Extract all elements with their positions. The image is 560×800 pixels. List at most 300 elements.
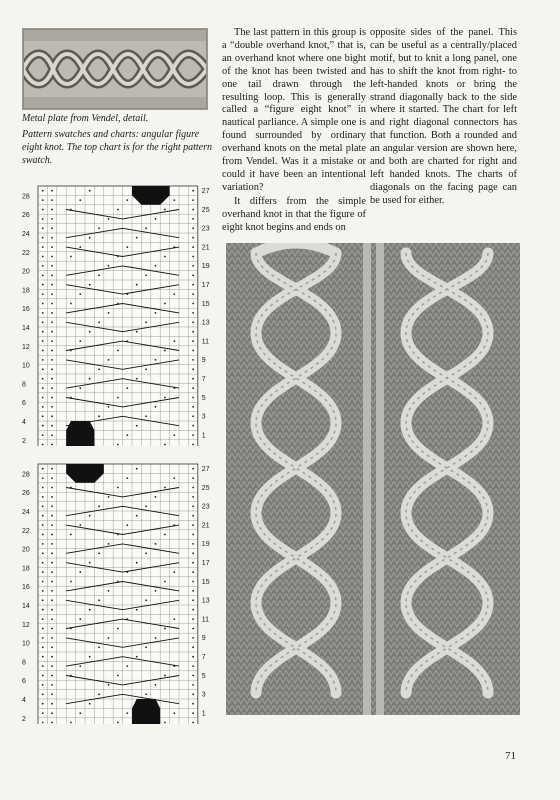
row-number-right: 19 (201, 541, 210, 549)
purl-dot (42, 321, 44, 323)
purl-dot (192, 543, 194, 545)
row-number-right: 25 (201, 206, 210, 214)
purl-dot (42, 628, 44, 630)
purl-dot (192, 209, 194, 211)
purl-dot (145, 227, 147, 229)
page-number: 71 (505, 750, 516, 762)
purl-dot (192, 571, 194, 573)
purl-dot (173, 340, 175, 342)
purl-dot (42, 505, 44, 507)
purl-dot (89, 331, 91, 333)
paragraph: It differs from the simple overhand knot in that the figure of eight knot begins and ends on (222, 195, 366, 233)
text-column-right (370, 27, 517, 208)
row-number-right: 11 (201, 616, 210, 624)
row-number-right: 19 (201, 263, 210, 271)
purl-dot (192, 712, 194, 714)
purl-dot (51, 397, 53, 399)
row-number-left: 4 (22, 419, 26, 426)
purl-dot (108, 543, 110, 545)
purl-dot (192, 693, 194, 695)
purl-dot (192, 397, 194, 399)
purl-dot (42, 227, 44, 229)
purl-dot (98, 646, 100, 648)
purl-dot (192, 581, 194, 583)
purl-dot (192, 515, 194, 517)
purl-dot (192, 665, 194, 667)
purl-dot (155, 406, 157, 408)
purl-dot (51, 665, 53, 667)
purl-dot (51, 190, 53, 192)
row-number-right: 17 (201, 560, 210, 567)
purl-dot (192, 637, 194, 639)
purl-dot (42, 599, 44, 601)
purl-dot (42, 665, 44, 667)
plate-caption: Metal plate from Vendel, detail. (22, 113, 149, 124)
purl-dot (164, 581, 166, 583)
row-number-left: 20 (22, 546, 30, 554)
purl-dot (192, 434, 194, 436)
purl-dot (42, 684, 44, 686)
purl-dot (42, 693, 44, 695)
purl-dot (51, 209, 53, 211)
purl-dot (192, 618, 194, 620)
purl-dot (89, 562, 91, 564)
row-number-left: 2 (22, 715, 26, 723)
purl-dot (155, 496, 157, 498)
purl-dot (145, 274, 147, 276)
purl-dot (79, 293, 81, 295)
purl-dot (117, 487, 119, 489)
purl-dot (136, 609, 138, 611)
purl-dot (192, 590, 194, 592)
purl-dot (51, 444, 53, 446)
purl-dot (117, 444, 119, 446)
purl-dot (89, 284, 91, 286)
purl-dot (117, 722, 119, 724)
paragraph: The last pattern in this group is a “double overhand knot,” that is, an overhand knot where one bight of the knot has been twisted and one tail drawn through the resulting loop. This is generally called a “figure eight knot” in nautical parliance. A simple one is found surrounded by ordinary overhand knots on the metal plate from Vendel. Was it a mistake or could it have been an intentional variation? (222, 27, 366, 193)
purl-dot (42, 618, 44, 620)
paragraph: opposite sides of the panel. This can be useful as a centrally/placed motif, but to knit a long panel, one has to shift the knot from right- to left-handed knots or bring the strand diagonally back to the side where it started. The chart for left and right diagonal connectors has that function. Both a rounded and an angular version are shown here, and both are charted for right and left handed knots. The charts of diagonals on the facing page can be used for either. (370, 27, 517, 206)
row-number-right: 23 (201, 503, 210, 511)
purl-dot (42, 274, 44, 276)
purl-dot (108, 637, 110, 639)
purl-dot (42, 543, 44, 545)
purl-dot (164, 350, 166, 352)
purl-dot (51, 350, 53, 352)
purl-dot (42, 340, 44, 342)
purl-dot (155, 543, 157, 545)
purl-dot (79, 524, 81, 526)
purl-dot (79, 665, 81, 667)
purl-dot (145, 693, 147, 695)
purl-dot (192, 599, 194, 601)
purl-dot (126, 524, 128, 526)
purl-dot (79, 618, 81, 620)
row-number-right: 3 (201, 691, 206, 699)
purl-dot (192, 284, 194, 286)
purl-dot (126, 434, 128, 436)
purl-dot (51, 505, 53, 507)
purl-dot (192, 675, 194, 677)
purl-dot (42, 237, 44, 239)
row-number-right: 11 (201, 338, 210, 346)
row-number-right: 13 (201, 319, 210, 327)
purl-dot (51, 646, 53, 648)
purl-dot (42, 712, 44, 714)
purl-dot (145, 415, 147, 417)
purl-dot (51, 312, 53, 314)
purl-dot (42, 293, 44, 295)
purl-dot (173, 477, 175, 479)
purl-dot (42, 190, 44, 192)
purl-dot (42, 722, 44, 724)
purl-dot (51, 656, 53, 658)
purl-dot (192, 646, 194, 648)
purl-dot (70, 534, 72, 536)
purl-dot (136, 656, 138, 658)
purl-dot (51, 534, 53, 536)
purl-dot (42, 265, 44, 267)
purl-dot (164, 722, 166, 724)
purl-dot (51, 468, 53, 470)
purl-dot (108, 218, 110, 220)
purl-dot (42, 646, 44, 648)
purl-dot (51, 227, 53, 229)
purl-dot (192, 378, 194, 380)
purl-dot (136, 284, 138, 286)
purl-dot (42, 534, 44, 536)
purl-dot (51, 609, 53, 611)
purl-dot (164, 209, 166, 211)
purl-dot (98, 321, 100, 323)
purl-dot (192, 628, 194, 630)
purl-dot (51, 425, 53, 427)
chart-caption: Pattern swatches and charts: angular figure eight knot. The top chart is for the right pattern swatch. (22, 129, 212, 166)
row-number-left: 12 (22, 621, 30, 629)
row-number-left: 16 (22, 306, 30, 314)
purl-dot (98, 505, 100, 507)
knitting-chart-bottom (20, 460, 220, 724)
purl-dot (117, 628, 119, 630)
purl-dot (192, 656, 194, 658)
purl-dot (173, 199, 175, 201)
purl-dot (192, 199, 194, 201)
row-number-left: 26 (22, 212, 30, 220)
purl-dot (192, 444, 194, 446)
purl-dot (89, 703, 91, 705)
purl-dot (192, 237, 194, 239)
purl-dot (145, 368, 147, 370)
purl-dot (51, 340, 53, 342)
row-number-left: 28 (22, 193, 30, 201)
purl-dot (155, 359, 157, 361)
purl-dot (42, 312, 44, 314)
row-number-left: 20 (22, 268, 30, 276)
purl-dot (108, 590, 110, 592)
row-number-right: 9 (201, 357, 206, 365)
purl-dot (51, 628, 53, 630)
purl-dot (164, 444, 166, 446)
purl-dot (51, 246, 53, 248)
purl-dot (108, 406, 110, 408)
purl-dot (164, 256, 166, 258)
purl-dot (192, 562, 194, 564)
purl-dot (192, 425, 194, 427)
purl-dot (42, 571, 44, 573)
row-number-left: 22 (22, 527, 30, 535)
row-number-right: 9 (201, 635, 206, 643)
row-number-right: 17 (201, 282, 210, 289)
purl-dot (98, 599, 100, 601)
purl-dot (164, 534, 166, 536)
purl-dot (136, 562, 138, 564)
purl-dot (51, 693, 53, 695)
purl-dot (79, 571, 81, 573)
purl-dot (164, 397, 166, 399)
row-number-right: 3 (201, 413, 206, 421)
purl-dot (51, 368, 53, 370)
purl-dot (126, 246, 128, 248)
purl-dot (126, 199, 128, 201)
purl-dot (42, 675, 44, 677)
row-number-left: 14 (22, 325, 30, 332)
purl-dot (42, 425, 44, 427)
row-number-left: 28 (22, 471, 30, 479)
purl-dot (51, 406, 53, 408)
purl-dot (51, 684, 53, 686)
purl-dot (155, 590, 157, 592)
purl-dot (51, 387, 53, 389)
purl-dot (51, 284, 53, 286)
purl-dot (51, 712, 53, 714)
purl-dot (145, 552, 147, 554)
purl-dot (70, 722, 72, 724)
purl-dot (89, 609, 91, 611)
row-number-right: 7 (201, 376, 206, 383)
purl-dot (164, 675, 166, 677)
purl-dot (98, 227, 100, 229)
purl-dot (89, 656, 91, 658)
purl-dot (155, 218, 157, 220)
purl-dot (42, 496, 44, 498)
purl-dot (192, 350, 194, 352)
purl-dot (42, 415, 44, 417)
purl-dot (51, 199, 53, 201)
purl-dot (192, 190, 194, 192)
purl-dot (108, 496, 110, 498)
purl-dot (51, 303, 53, 305)
purl-dot (42, 199, 44, 201)
purl-dot (145, 505, 147, 507)
purl-dot (192, 321, 194, 323)
cast-on-block (132, 699, 160, 724)
purl-dot (173, 571, 175, 573)
purl-dot (164, 628, 166, 630)
purl-dot (70, 581, 72, 583)
row-number-right: 5 (201, 394, 206, 402)
purl-dot (108, 359, 110, 361)
purl-dot (42, 703, 44, 705)
row-number-left: 10 (22, 640, 30, 648)
purl-dot (51, 590, 53, 592)
purl-dot (192, 359, 194, 361)
purl-dot (192, 406, 194, 408)
purl-dot (89, 515, 91, 517)
row-number-right: 7 (201, 654, 206, 661)
row-number-right: 1 (201, 710, 206, 718)
knitting-chart-top (20, 182, 220, 446)
text-column-left (222, 27, 366, 235)
purl-dot (42, 331, 44, 333)
purl-dot (192, 218, 194, 220)
purl-dot (89, 378, 91, 380)
purl-dot (42, 406, 44, 408)
purl-dot (51, 218, 53, 220)
row-number-left: 6 (22, 678, 26, 686)
purl-dot (42, 581, 44, 583)
purl-dot (192, 496, 194, 498)
purl-dot (51, 703, 53, 705)
purl-dot (126, 387, 128, 389)
row-number-left: 10 (22, 362, 30, 370)
purl-dot (192, 505, 194, 507)
row-number-right: 21 (201, 244, 210, 252)
purl-dot (42, 434, 44, 436)
purl-dot (136, 515, 138, 517)
row-number-left: 18 (22, 565, 30, 573)
purl-dot (173, 618, 175, 620)
purl-dot (98, 415, 100, 417)
purl-dot (164, 487, 166, 489)
purl-dot (51, 571, 53, 573)
purl-dot (136, 331, 138, 333)
purl-dot (42, 590, 44, 592)
purl-dot (192, 274, 194, 276)
purl-dot (51, 637, 53, 639)
row-number-left: 18 (22, 287, 30, 295)
purl-dot (136, 378, 138, 380)
purl-dot (51, 552, 53, 554)
row-number-right: 27 (201, 188, 210, 195)
purl-dot (42, 209, 44, 211)
row-number-right: 21 (201, 522, 210, 530)
row-number-right: 1 (201, 432, 206, 440)
purl-dot (145, 599, 147, 601)
purl-dot (51, 237, 53, 239)
purl-dot (192, 552, 194, 554)
purl-dot (192, 256, 194, 258)
purl-dot (51, 599, 53, 601)
purl-dot (70, 303, 72, 305)
row-number-left: 14 (22, 603, 30, 610)
purl-dot (42, 524, 44, 526)
purl-dot (173, 434, 175, 436)
row-number-left: 22 (22, 249, 30, 257)
purl-dot (42, 378, 44, 380)
purl-dot (51, 562, 53, 564)
purl-dot (192, 524, 194, 526)
row-number-right: 23 (201, 225, 210, 233)
purl-dot (126, 665, 128, 667)
purl-dot (192, 415, 194, 417)
purl-dot (51, 274, 53, 276)
row-number-left: 16 (22, 584, 30, 592)
row-number-left: 26 (22, 490, 30, 498)
purl-dot (51, 675, 53, 677)
purl-dot (192, 609, 194, 611)
purl-dot (42, 468, 44, 470)
purl-dot (51, 378, 53, 380)
purl-dot (173, 712, 175, 714)
row-number-right: 27 (201, 466, 210, 473)
purl-dot (70, 256, 72, 258)
purl-dot (117, 675, 119, 677)
purl-dot (79, 712, 81, 714)
purl-dot (173, 293, 175, 295)
purl-dot (155, 265, 157, 267)
purl-dot (42, 637, 44, 639)
purl-dot (108, 684, 110, 686)
purl-dot (79, 387, 81, 389)
purl-dot (192, 368, 194, 370)
row-number-left: 8 (22, 659, 26, 667)
purl-dot (51, 496, 53, 498)
purl-dot (42, 515, 44, 517)
purl-dot (42, 552, 44, 554)
purl-dot (42, 218, 44, 220)
purl-dot (117, 209, 119, 211)
row-number-right: 15 (201, 578, 210, 586)
purl-dot (108, 265, 110, 267)
purl-dot (89, 237, 91, 239)
purl-dot (98, 368, 100, 370)
purl-dot (164, 303, 166, 305)
purl-dot (51, 618, 53, 620)
purl-dot (79, 199, 81, 201)
purl-dot (192, 487, 194, 489)
purl-dot (192, 468, 194, 470)
purl-dot (192, 534, 194, 536)
purl-dot (51, 515, 53, 517)
row-number-left: 4 (22, 697, 26, 704)
purl-dot (42, 444, 44, 446)
purl-dot (42, 656, 44, 658)
purl-dot (42, 246, 44, 248)
purl-dot (51, 321, 53, 323)
purl-dot (42, 609, 44, 611)
purl-dot (79, 340, 81, 342)
metal-plate-image (22, 28, 208, 110)
purl-dot (42, 303, 44, 305)
row-number-right: 13 (201, 597, 210, 605)
purl-dot (192, 340, 194, 342)
purl-dot (79, 246, 81, 248)
purl-dot (51, 265, 53, 267)
purl-dot (145, 321, 147, 323)
purl-dot (51, 415, 53, 417)
row-number-left: 8 (22, 381, 26, 389)
purl-dot (126, 477, 128, 479)
purl-dot (136, 425, 138, 427)
purl-dot (192, 303, 194, 305)
purl-dot (192, 331, 194, 333)
row-number-left: 24 (22, 509, 30, 516)
purl-dot (192, 312, 194, 314)
purl-dot (126, 712, 128, 714)
row-number-right: 15 (201, 300, 210, 308)
purl-dot (192, 265, 194, 267)
purl-dot (51, 543, 53, 545)
